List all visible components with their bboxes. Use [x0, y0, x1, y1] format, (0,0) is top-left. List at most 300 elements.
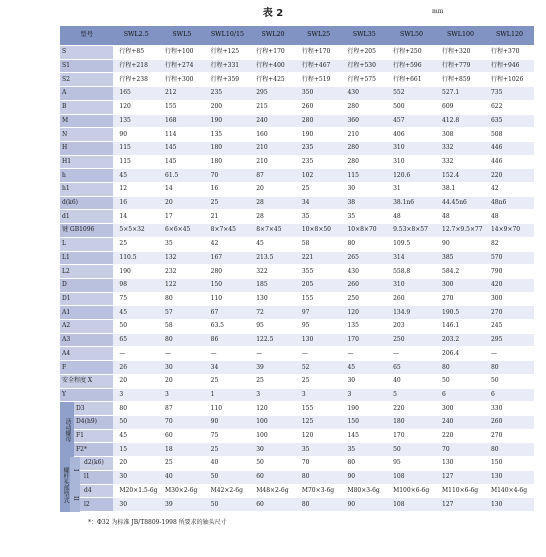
- table-cell: —: [250, 347, 296, 361]
- table-cell: 210: [250, 141, 296, 155]
- table-cell: 3: [341, 388, 387, 402]
- table-cell: M48×2-6g: [250, 484, 296, 498]
- table-cell: 332: [436, 141, 485, 155]
- table-cell: 45: [113, 169, 159, 183]
- table-cell: 50: [436, 374, 485, 388]
- table-cell: 80: [159, 333, 205, 347]
- table-cell: 42: [205, 237, 251, 251]
- table-cell: 14×9×70: [485, 224, 534, 238]
- table-cell: 200: [205, 100, 251, 114]
- table-cell: 120: [341, 306, 387, 320]
- table-cell: 12.7×9.5×77: [436, 224, 485, 238]
- table-cell: 185: [250, 278, 296, 292]
- table-cell: 430: [341, 265, 387, 279]
- table-cell: 34: [205, 361, 251, 375]
- table-cell: 25: [205, 374, 251, 388]
- table-cell: 235: [205, 87, 251, 101]
- table-cell: 135: [113, 114, 159, 128]
- table-cell: 203: [387, 320, 436, 334]
- column-header: SWL25: [296, 26, 342, 46]
- table-cell: 50: [205, 498, 251, 512]
- table-cell: 150: [485, 457, 534, 471]
- table-cell: 行程+575: [341, 73, 387, 87]
- table-cell: 70: [205, 169, 251, 183]
- row-label: B: [60, 100, 113, 114]
- table-cell: 72: [250, 306, 296, 320]
- table-cell: 48: [387, 210, 436, 224]
- table-cell: 130: [296, 333, 342, 347]
- table-cell: 350: [296, 87, 342, 101]
- table-cell: 170: [387, 429, 436, 443]
- table-cell: 6: [485, 388, 534, 402]
- table-cell: 152.4: [436, 169, 485, 183]
- table-cell: —: [485, 347, 534, 361]
- table-cell: 220: [436, 429, 485, 443]
- table-cell: 34: [296, 196, 342, 210]
- row-label: l2: [60, 498, 113, 512]
- table-cell: 行程+1026: [485, 73, 534, 87]
- table-cell: 280: [205, 265, 251, 279]
- row-label: D3: [60, 402, 113, 416]
- table-cell: 行程+320: [436, 46, 485, 60]
- column-header: SWL10/15: [205, 26, 251, 46]
- table-row: [60, 265, 534, 279]
- table-cell: 48n6: [485, 196, 534, 210]
- table-cell: 80: [296, 470, 342, 484]
- row-label: A2: [60, 320, 113, 334]
- table-row: [60, 141, 534, 155]
- table-cell: 790: [485, 265, 534, 279]
- table-cell: 80: [113, 402, 159, 416]
- table-cell: 205: [296, 278, 342, 292]
- table-cell: 30: [159, 361, 205, 375]
- unit-label: mm: [432, 8, 444, 15]
- table-cell: 行程+400: [250, 59, 296, 73]
- table-cell: 122: [159, 278, 205, 292]
- table-cell: 406: [387, 128, 436, 142]
- table-cell: 155: [296, 402, 342, 416]
- table-row: [60, 210, 534, 224]
- table-cell: 行程+425: [250, 73, 296, 87]
- table-cell: 18: [159, 443, 205, 457]
- table-cell: 31: [387, 183, 436, 197]
- column-header: SWL20: [250, 26, 296, 46]
- table-cell: 160: [250, 128, 296, 142]
- table-cell: 120.6: [387, 169, 436, 183]
- table-cell: —: [159, 347, 205, 361]
- row-label: Y: [60, 388, 113, 402]
- row-label: d4: [60, 484, 113, 498]
- table-cell: 260: [341, 278, 387, 292]
- sub-label-type-1: I: [70, 457, 80, 484]
- table-cell: 8×7×45: [250, 224, 296, 238]
- table-cell: 558.8: [387, 265, 436, 279]
- row-label: 键 GB1096: [60, 224, 113, 238]
- table-cell: 82: [485, 237, 534, 251]
- table-cell: 735: [485, 87, 534, 101]
- table-cell: 310: [387, 141, 436, 155]
- table-cell: 行程+85: [113, 46, 159, 60]
- table-cell: —: [387, 347, 436, 361]
- table-cell: 30: [250, 443, 296, 457]
- table-cell: 310: [387, 155, 436, 169]
- table-cell: 65: [113, 333, 159, 347]
- table-cell: 80: [436, 361, 485, 375]
- table-cell: 行程+359: [205, 73, 251, 87]
- table-cell: 45: [250, 237, 296, 251]
- table-cell: 行程+596: [387, 59, 436, 73]
- table-cell: 80: [485, 443, 534, 457]
- table-cell: 90: [341, 470, 387, 484]
- table-cell: 58: [159, 320, 205, 334]
- table-cell: 360: [341, 114, 387, 128]
- table-cell: 38: [341, 196, 387, 210]
- table-cell: 90: [205, 415, 251, 429]
- table-cell: 170: [341, 333, 387, 347]
- table-cell: 25: [296, 183, 342, 197]
- table-cell: 332: [436, 155, 485, 169]
- table-cell: 308: [436, 128, 485, 142]
- table-cell: 190.5: [436, 306, 485, 320]
- table-cell: —: [113, 347, 159, 361]
- table-cell: 行程+300: [159, 73, 205, 87]
- table-cell: 20: [159, 374, 205, 388]
- column-header: SWL35: [341, 26, 387, 46]
- table-row: [60, 457, 534, 471]
- row-label: 安全程度 X: [60, 374, 113, 388]
- table-cell: 90: [436, 237, 485, 251]
- table-cell: 行程+238: [113, 73, 159, 87]
- table-cell: 98: [113, 278, 159, 292]
- table-cell: 10×8×70: [341, 224, 387, 238]
- table-cell: 60: [250, 470, 296, 484]
- table-row: [60, 196, 534, 210]
- specification-table: [60, 26, 534, 512]
- table-cell: 行程+530: [341, 59, 387, 73]
- table-cell: 38.1: [436, 183, 485, 197]
- table-cell: 145: [341, 429, 387, 443]
- table-row: [60, 498, 534, 512]
- table-cell: 412.8: [436, 114, 485, 128]
- table-cell: 114: [159, 128, 205, 142]
- table-cell: 86: [205, 333, 251, 347]
- table-cell: M140×4-6g: [485, 484, 534, 498]
- table-cell: 1: [205, 388, 251, 402]
- table-cell: 220: [387, 402, 436, 416]
- table-cell: 457: [387, 114, 436, 128]
- table-cell: 180: [205, 141, 251, 155]
- table-cell: 115: [341, 169, 387, 183]
- table-cell: 190: [113, 265, 159, 279]
- table-row: [60, 128, 534, 142]
- table-cell: 102: [296, 169, 342, 183]
- table-cell: 6×6×45: [159, 224, 205, 238]
- table-row: [60, 388, 534, 402]
- table-cell: 310: [387, 278, 436, 292]
- table-cell: 210: [250, 155, 296, 169]
- table-cell: 280: [341, 141, 387, 155]
- table-cell: 295: [250, 87, 296, 101]
- table-cell: 280: [296, 114, 342, 128]
- table-row: [60, 46, 534, 60]
- table-row: [60, 87, 534, 101]
- row-label: H1: [60, 155, 113, 169]
- sub-label-type-2: II: [70, 484, 80, 512]
- row-label: A: [60, 87, 113, 101]
- table-cell: 212: [159, 87, 205, 101]
- row-label: D: [60, 278, 113, 292]
- table-cell: 127: [436, 498, 485, 512]
- table-cell: 110: [205, 402, 251, 416]
- row-label: D4(h9): [60, 415, 113, 429]
- table-cell: 146.1: [436, 320, 485, 334]
- table-cell: 108: [387, 498, 436, 512]
- table-cell: 527.1: [436, 87, 485, 101]
- table-cell: 635: [485, 114, 534, 128]
- table-cell: M20×1.5-6g: [113, 484, 159, 498]
- table-cell: 17: [159, 210, 205, 224]
- table-cell: 45: [113, 306, 159, 320]
- table-cell: 280: [341, 100, 387, 114]
- table-cell: 50: [205, 470, 251, 484]
- table-cell: 300: [436, 402, 485, 416]
- table-cell: 210: [341, 128, 387, 142]
- table-cell: 40: [205, 457, 251, 471]
- table-cell: 行程+250: [387, 46, 436, 60]
- table-row: [60, 114, 534, 128]
- table-cell: 622: [485, 100, 534, 114]
- table-cell: 20: [159, 196, 205, 210]
- table-cell: 97: [296, 306, 342, 320]
- group-label-screw-head: 螺杆头部型式: [60, 457, 70, 512]
- table-cell: 270: [436, 292, 485, 306]
- table-cell: 63.5: [205, 320, 251, 334]
- table-cell: 322: [250, 265, 296, 279]
- table-cell: 609: [436, 100, 485, 114]
- table-row: [60, 333, 534, 347]
- column-header: SWL5: [159, 26, 205, 46]
- table-cell: 168: [159, 114, 205, 128]
- table-cell: 行程+170: [296, 46, 342, 60]
- row-label: S2: [60, 73, 113, 87]
- group-label-nut: 活动螺母: [60, 402, 74, 457]
- table-row: [60, 100, 534, 114]
- table-cell: 70: [159, 415, 205, 429]
- table-cell: 120: [296, 429, 342, 443]
- row-label: F: [60, 361, 113, 375]
- table-cell: 385: [436, 251, 485, 265]
- table-cell: 260: [485, 415, 534, 429]
- table-row: [60, 415, 534, 429]
- table-cell: 90: [341, 498, 387, 512]
- table-cell: 14: [159, 183, 205, 197]
- row-label: D1: [60, 292, 113, 306]
- table-cell: 109.5: [387, 237, 436, 251]
- row-label: F2*: [60, 443, 113, 457]
- table-cell: 12: [113, 183, 159, 197]
- row-label: h: [60, 169, 113, 183]
- table-cell: 130: [250, 292, 296, 306]
- table-cell: 35: [159, 237, 205, 251]
- table-cell: 45: [341, 361, 387, 375]
- table-cell: 108: [387, 470, 436, 484]
- table-cell: 330: [485, 402, 534, 416]
- table-cell: 500: [387, 100, 436, 114]
- table-cell: 行程+859: [436, 73, 485, 87]
- table-cell: 110.5: [113, 251, 159, 265]
- table-cell: 行程+125: [205, 46, 251, 60]
- table-cell: 120: [250, 402, 296, 416]
- table-cell: 130: [485, 498, 534, 512]
- table-cell: 5×5×32: [113, 224, 159, 238]
- table-cell: 50: [387, 443, 436, 457]
- table-cell: 行程+218: [113, 59, 159, 73]
- table-cell: 87: [250, 169, 296, 183]
- table-cell: M110×6-6g: [436, 484, 485, 498]
- table-cell: 35: [341, 210, 387, 224]
- table-cell: 75: [113, 292, 159, 306]
- table-cell: 240: [436, 415, 485, 429]
- table-cell: 行程+519: [296, 73, 342, 87]
- table-cell: 134.9: [387, 306, 436, 320]
- table-cell: 50: [485, 374, 534, 388]
- table-cell: 80: [296, 498, 342, 512]
- table-cell: 58: [296, 237, 342, 251]
- table-cell: 40: [387, 374, 436, 388]
- table-cell: 250: [387, 333, 436, 347]
- table-cell: 232: [159, 265, 205, 279]
- table-title: 表 2: [262, 8, 284, 19]
- table-cell: 190: [341, 402, 387, 416]
- table-cell: 行程+946: [485, 59, 534, 73]
- table-cell: 60: [159, 429, 205, 443]
- table-cell: 67: [205, 306, 251, 320]
- table-cell: 50: [250, 457, 296, 471]
- table-cell: 70: [436, 443, 485, 457]
- table-cell: 145: [159, 141, 205, 155]
- table-cell: 552: [387, 87, 436, 101]
- table-cell: 314: [387, 251, 436, 265]
- table-cell: 14: [113, 210, 159, 224]
- table-cell: 250: [341, 292, 387, 306]
- table-cell: 150: [205, 278, 251, 292]
- row-label: A3: [60, 333, 113, 347]
- table-cell: 95: [296, 320, 342, 334]
- table-cell: 508: [485, 128, 534, 142]
- table-row: [60, 169, 534, 183]
- column-header: SWL100: [436, 26, 485, 46]
- table-cell: 行程+370: [485, 46, 534, 60]
- table-cell: 28: [250, 210, 296, 224]
- table-cell: 10×8×50: [296, 224, 342, 238]
- row-label: h1: [60, 183, 113, 197]
- table-cell: M80×3-6g: [341, 484, 387, 498]
- table-cell: 40: [159, 470, 205, 484]
- table-cell: 21: [205, 210, 251, 224]
- table-cell: 70: [296, 457, 342, 471]
- column-header: SWL120: [485, 26, 534, 46]
- table-cell: 100: [250, 429, 296, 443]
- table-row: [60, 402, 534, 416]
- table-row: [60, 429, 534, 443]
- table-cell: 221: [296, 251, 342, 265]
- row-label: A4: [60, 347, 113, 361]
- table-cell: 35: [341, 443, 387, 457]
- table-cell: 3: [113, 388, 159, 402]
- table-cell: 220: [485, 169, 534, 183]
- table-cell: 20: [113, 457, 159, 471]
- row-label: d2(k6): [60, 457, 113, 471]
- table-cell: 20: [113, 374, 159, 388]
- table-cell: 584.2: [436, 265, 485, 279]
- table-cell: 80: [159, 292, 205, 306]
- table-row: [60, 292, 534, 306]
- table-cell: 30: [113, 498, 159, 512]
- table-cell: 16: [113, 196, 159, 210]
- table-cell: 446: [485, 141, 534, 155]
- table-cell: 120: [113, 100, 159, 114]
- table-cell: 3: [159, 388, 205, 402]
- table-row: [60, 73, 534, 87]
- column-header: SWL2.5: [113, 26, 159, 46]
- table-cell: 203.2: [436, 333, 485, 347]
- table-cell: 57: [159, 306, 205, 320]
- row-label: F1: [60, 429, 113, 443]
- table-cell: 420: [485, 278, 534, 292]
- table-cell: 35: [296, 443, 342, 457]
- table-cell: M42×2-6g: [205, 484, 251, 498]
- table-row: [60, 155, 534, 169]
- table-cell: 235: [296, 155, 342, 169]
- table-cell: 3: [296, 388, 342, 402]
- table-row: [60, 361, 534, 375]
- table-cell: 30: [341, 183, 387, 197]
- table-cell: 行程+779: [436, 59, 485, 73]
- table-cell: 280: [341, 155, 387, 169]
- table-cell: 270: [485, 429, 534, 443]
- table-cell: 260: [387, 292, 436, 306]
- table-cell: 125: [296, 415, 342, 429]
- table-cell: 180: [387, 415, 436, 429]
- table-cell: 26: [113, 361, 159, 375]
- table-cell: 15: [113, 443, 159, 457]
- table-cell: 30: [113, 470, 159, 484]
- table-cell: 145: [159, 155, 205, 169]
- row-label: N: [60, 128, 113, 142]
- table-row: [60, 320, 534, 334]
- table-cell: 180: [205, 155, 251, 169]
- table-cell: 行程+274: [159, 59, 205, 73]
- table-row: [60, 306, 534, 320]
- table-row: [60, 443, 534, 457]
- row-label: L1: [60, 251, 113, 265]
- table-cell: 行程+467: [296, 59, 342, 73]
- column-header: SWL50: [387, 26, 436, 46]
- table-cell: 150: [341, 415, 387, 429]
- footnote: *：Φ32 为标准 JB/T8809-1998 所要求的轴头尺寸: [88, 519, 227, 526]
- table-cell: 570: [485, 251, 534, 265]
- table-cell: 213.5: [250, 251, 296, 265]
- table-cell: 80: [485, 361, 534, 375]
- row-label: S1: [60, 59, 113, 73]
- table-cell: —: [205, 347, 251, 361]
- table-cell: 50: [113, 415, 159, 429]
- table-cell: 8×7×45: [205, 224, 251, 238]
- table-cell: 25: [113, 237, 159, 251]
- table-row: [60, 183, 534, 197]
- row-label: d1: [60, 210, 113, 224]
- table-row: [60, 347, 534, 361]
